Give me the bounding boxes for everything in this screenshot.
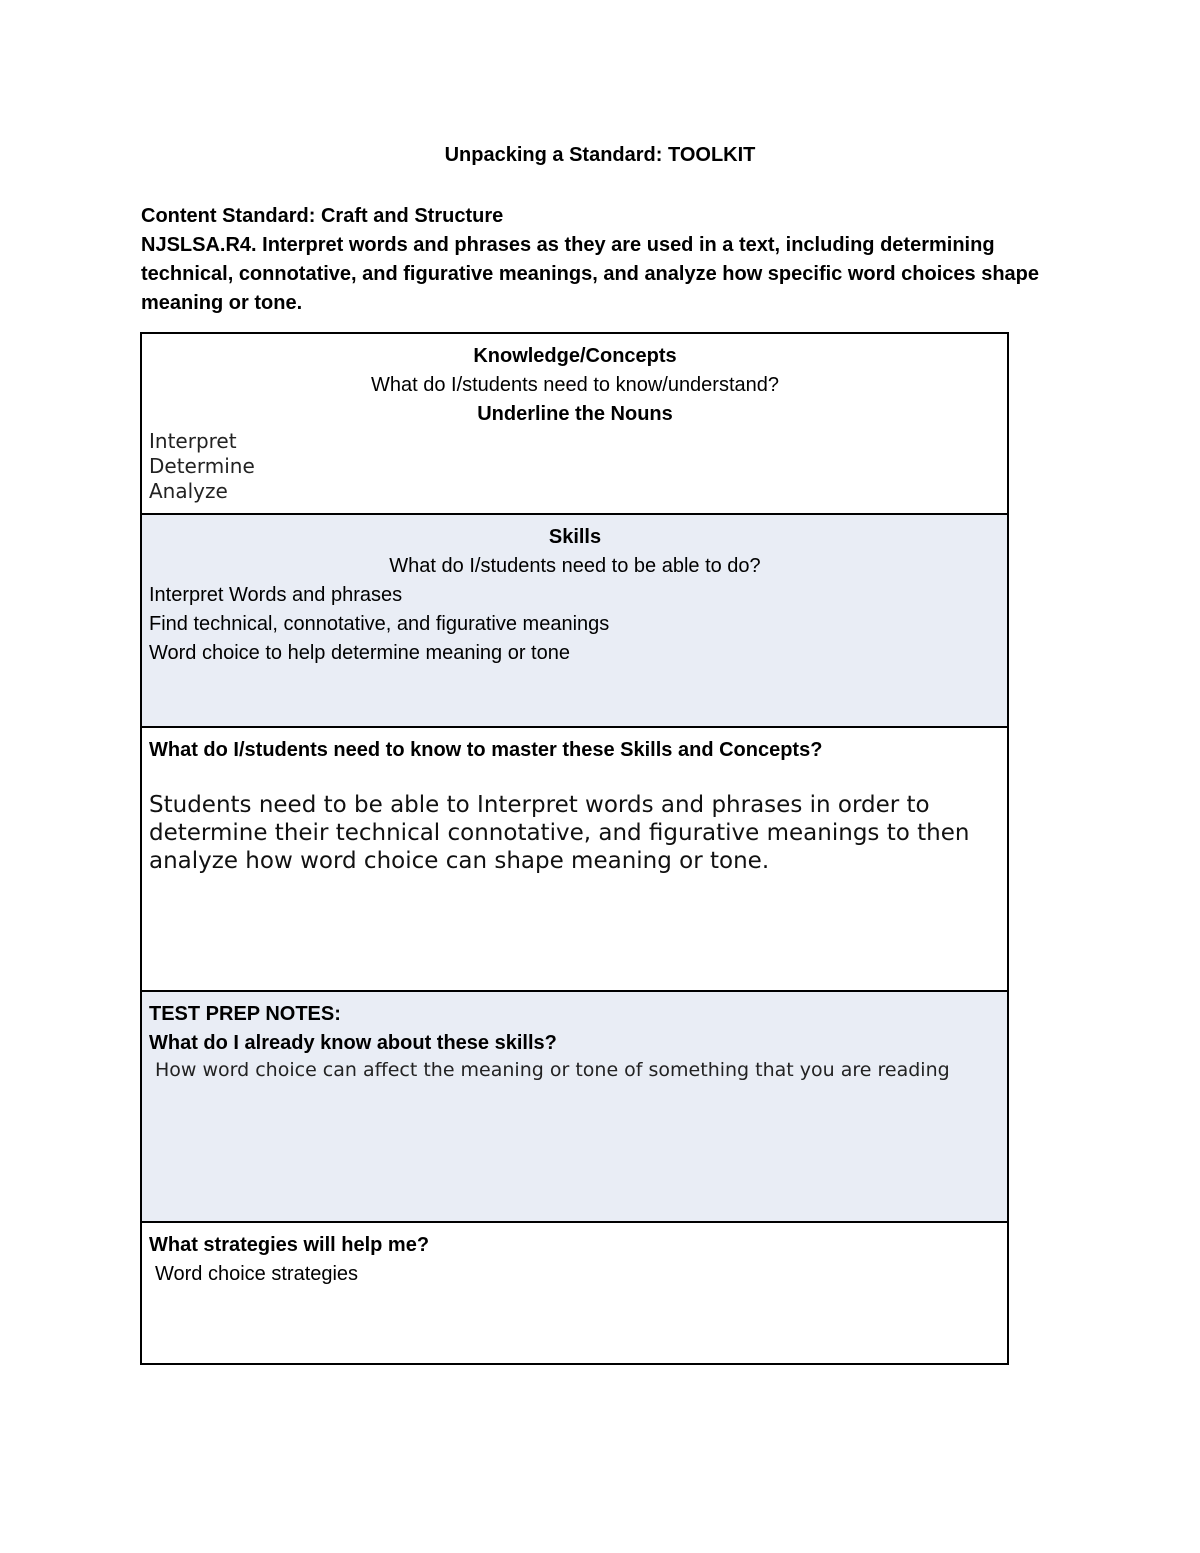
mastery-question: What do I/students need to know to master these Skills and Concepts? bbox=[149, 739, 823, 761]
knowledge-heading: Knowledge/Concepts bbox=[473, 345, 677, 367]
toolkit-table bbox=[140, 332, 1009, 1365]
list-item: Analyze bbox=[149, 479, 228, 503]
standard-text: NJSLSA.R4. Interpret words and phrases as they are used in a text, including determining technical, connotative, and figurative meanings, and analyze how specific word choices shape meaning or tone. bbox=[141, 234, 1040, 314]
skills-heading: Skills bbox=[548, 526, 602, 548]
mastery-section bbox=[142, 728, 1007, 992]
list-item: Find technical, connotative, and figurative meanings bbox=[149, 613, 610, 635]
knowledge-instruction: Underline the Nouns bbox=[477, 403, 673, 425]
strategies-question: What strategies will help me? bbox=[149, 1234, 430, 1256]
content-standard-label: Content Standard: Craft and Structure bbox=[141, 205, 504, 227]
list-item: Interpret Words and phrases bbox=[149, 584, 403, 606]
list-item: Word choice to help determine meaning or tone bbox=[149, 642, 570, 664]
list-item: Determine bbox=[149, 454, 255, 478]
page-title: Unpacking a Standard: TOOLKIT bbox=[444, 144, 756, 166]
skills-list bbox=[149, 581, 1001, 668]
strategies-answer: Word choice strategies bbox=[155, 1263, 359, 1285]
mastery-answer: Students need to be able to Interpret words and phrases in order to determine their technical connotative, and figurative meanings to then analyze how word choice can shape meaning or tone. bbox=[149, 792, 970, 874]
skills-section bbox=[142, 515, 1007, 728]
knowledge-list bbox=[149, 429, 1001, 504]
knowledge-section bbox=[142, 334, 1007, 515]
test-prep-label: TEST PREP NOTES: bbox=[149, 1003, 341, 1025]
knowledge-question: What do I/students need to know/understand? bbox=[370, 374, 780, 396]
strategies-section bbox=[142, 1223, 1007, 1363]
test-prep-section bbox=[142, 992, 1007, 1223]
list-item: Interpret bbox=[149, 429, 237, 453]
skills-question: What do I/students need to be able to do? bbox=[389, 555, 761, 577]
test-prep-answer: How word choice can affect the meaning or tone of something that you are reading bbox=[155, 1059, 950, 1081]
standard-block bbox=[141, 202, 1061, 318]
test-prep-question: What do I already know about these skills? bbox=[149, 1032, 557, 1054]
